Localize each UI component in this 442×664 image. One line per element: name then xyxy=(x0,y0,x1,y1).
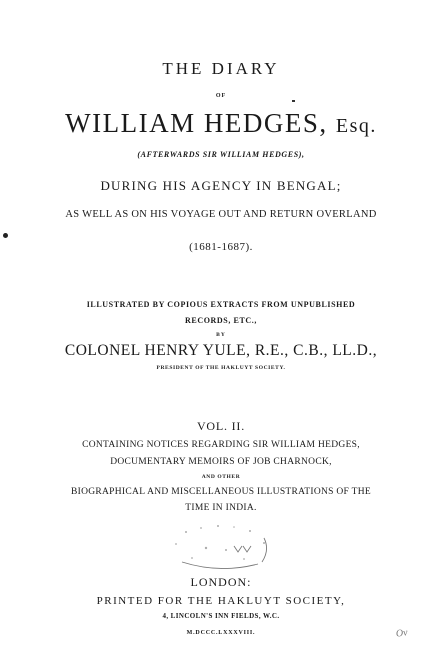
of-label: OF xyxy=(215,93,227,99)
editor-role: PRESIDENT OF THE HAKLUYT SOCIETY. xyxy=(156,365,286,371)
years-range: (1681-1687). xyxy=(189,241,253,253)
and-other-label: AND OTHER xyxy=(201,474,241,480)
editor-name: COLONEL HENRY YULE, R.E., C.B., LL.D., xyxy=(64,342,378,359)
contents-line-4: TIME IN INDIA. xyxy=(185,503,257,513)
publisher-address: 4, LINCOLN'S INN FIELDS, W.C. xyxy=(162,612,280,620)
subtitle-voyage: AS WELL AS ON HIS VOYAGE OUT AND RETURN OVERLAND xyxy=(65,209,377,220)
publication-place: LONDON: xyxy=(190,575,252,589)
contents-line-2: DOCUMENTARY MEMOIRS OF JOB CHARNOCK, xyxy=(110,457,332,467)
pencil-note: Ov xyxy=(395,627,409,640)
volume-number: VOL. II. xyxy=(196,419,246,433)
author-name-main: WILLIAM HEDGES, xyxy=(65,108,328,138)
subtitle-during: DURING HIS AGENCY IN BENGAL; xyxy=(100,178,342,193)
ink-mark xyxy=(292,100,295,102)
author-esq: Esq. xyxy=(335,115,377,137)
author-name xyxy=(0,110,442,137)
printed-for: PRINTED FOR THE HAKLUYT SOCIETY, xyxy=(96,595,346,607)
illustrated-line-1: ILLUSTRATED BY COPIOUS EXTRACTS FROM UNPUBLISHED xyxy=(86,300,356,309)
publication-date: M.DCCC.LXXXVIII. xyxy=(186,630,256,636)
contents-line-3: BIOGRAPHICAL AND MISCELLANEOUS ILLUSTRATIONS OF THE xyxy=(70,487,372,497)
by-label: BY xyxy=(216,332,226,338)
afterwards-note: (AFTERWARDS SIR WILLIAM HEDGES), xyxy=(137,150,305,159)
margin-ink-dot xyxy=(3,233,8,238)
illustrated-line-2: RECORDS, ETC., xyxy=(185,316,257,325)
faint-seal-impression xyxy=(146,518,296,574)
book-title: THE DIARY xyxy=(162,59,280,78)
contents-line-1: CONTAINING NOTICES REGARDING SIR WILLIAM HEDGES, xyxy=(82,440,360,450)
